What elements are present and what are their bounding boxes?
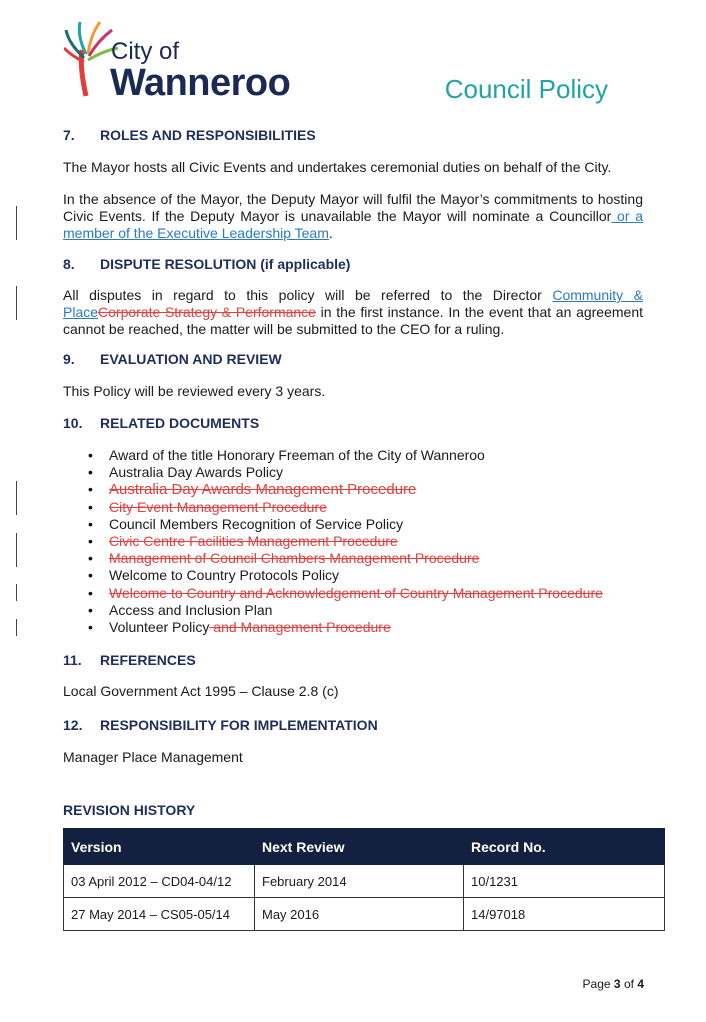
- list-item-deleted: • Australia Day Awards Management Procedure: [88, 481, 603, 498]
- of-word: of: [623, 977, 634, 991]
- section-title: EVALUATION AND REVIEW: [100, 351, 282, 367]
- logo-text-line2: Wanneroo: [110, 62, 291, 104]
- section-8-paragraph: [63, 287, 643, 338]
- list-item-deleted: • Welcome to Country and Acknowledgement of Country Management Procedure: [88, 585, 603, 602]
- section-10-heading: [63, 415, 259, 431]
- change-bar: [16, 584, 17, 601]
- deleted-text: Corporate Strategy & Performance: [98, 304, 316, 320]
- section-12-heading: [63, 717, 378, 733]
- paragraph-end: .: [328, 225, 333, 241]
- table-cell: 03 April 2012 – CD04-04/12: [64, 865, 255, 898]
- section-number: 12.: [63, 717, 83, 733]
- change-bar: [16, 206, 17, 240]
- paragraph-text: All disputes in regard to this policy will be referred to the Director: [63, 287, 553, 303]
- table-cell: 27 May 2014 – CS05-05/14: [64, 898, 255, 931]
- section-number: 11.: [63, 652, 82, 668]
- column-header: Next Review: [255, 829, 464, 865]
- paragraph-text: In the absence of the Mayor, the Deputy Mayor will fulfil the Mayor’s commitments to hosting Civic Events. If the Deputy Mayor is unavailable the Mayor will nominate a Councillor: [63, 191, 643, 224]
- section-title: ROLES AND RESPONSIBILITIES: [100, 127, 316, 143]
- list-item: • Award of the title Honorary Freeman of the City of Wanneroo: [88, 447, 603, 464]
- page-word: Page: [582, 977, 611, 991]
- table-cell: February 2014: [255, 865, 464, 898]
- section-9-paragraph: This Policy will be reviewed every 3 years.: [63, 383, 326, 399]
- section-number: 8.: [63, 256, 75, 272]
- column-header: Record No.: [464, 829, 665, 865]
- list-item: • Access and Inclusion Plan: [88, 602, 603, 619]
- change-bar: [16, 619, 17, 636]
- table-cell: 14/97018: [464, 898, 665, 931]
- revision-history-table: [63, 828, 665, 931]
- page-number-footer: [583, 977, 644, 991]
- section-7-paragraph-1: The Mayor hosts all Civic Events and undertakes ceremonial duties on behalf of the City.: [63, 159, 612, 175]
- section-title: DISPUTE RESOLUTION (if applicable): [100, 256, 351, 272]
- section-12-paragraph: Manager Place Management: [63, 749, 243, 765]
- revision-history-heading: REVISION HISTORY: [63, 802, 196, 818]
- inserted-text: Community & Place: [63, 287, 643, 320]
- table-row: [64, 898, 665, 931]
- table-row: [64, 865, 665, 898]
- document-type-title: Council Policy: [444, 74, 608, 104]
- section-9-heading: [63, 351, 282, 367]
- section-number: 9.: [63, 351, 75, 367]
- inserted-text: or a member of the Executive Leadership Team: [63, 208, 644, 241]
- city-of-wanneroo-logo: [64, 18, 296, 104]
- section-number: 10.: [63, 415, 83, 431]
- list-item: • Welcome to Country Protocols Policy: [88, 567, 603, 584]
- page-total: 4: [637, 977, 644, 991]
- change-bar: [16, 286, 17, 320]
- list-item-text: Volunteer Policy: [109, 618, 210, 635]
- section-title: REFERENCES: [100, 652, 196, 668]
- table-cell: 10/1231: [464, 865, 665, 898]
- section-11-heading: [63, 652, 196, 668]
- table-cell: May 2016: [255, 898, 464, 931]
- list-item: • Council Members Recognition of Service Policy: [88, 516, 603, 533]
- list-item-deleted: • Civic Centre Facilities Management Procedure: [88, 533, 603, 550]
- section-7-heading: [63, 127, 316, 143]
- change-bar: [16, 533, 17, 567]
- list-item: [88, 619, 603, 636]
- column-header: Version: [64, 829, 255, 865]
- related-documents-list: [88, 447, 603, 636]
- logo-text-line1: City of: [111, 38, 180, 65]
- section-title: RELATED DOCUMENTS: [100, 415, 260, 431]
- section-7-paragraph-2: [63, 191, 643, 242]
- section-title: RESPONSIBILITY FOR IMPLEMENTATION: [100, 717, 378, 733]
- list-item-deleted: • City Event Management Procedure: [88, 499, 603, 516]
- list-item-deleted: • Management of Council Chambers Management Procedure: [88, 550, 603, 567]
- section-8-heading: [63, 256, 350, 272]
- deleted-text: and Management Procedure: [209, 618, 391, 635]
- list-item: • Australia Day Awards Policy: [88, 464, 603, 481]
- section-11-paragraph: Local Government Act 1995 – Clause 2.8 (c): [63, 683, 339, 699]
- change-bar: [16, 481, 17, 515]
- table-header-row: [64, 829, 665, 865]
- paragraph-end: in the first instance. In the event that an agreement cannot be reached, the matter will be submitted to the CEO for a ruling.: [63, 304, 643, 337]
- section-number: 7.: [63, 127, 75, 143]
- page-current: 3: [613, 977, 621, 991]
